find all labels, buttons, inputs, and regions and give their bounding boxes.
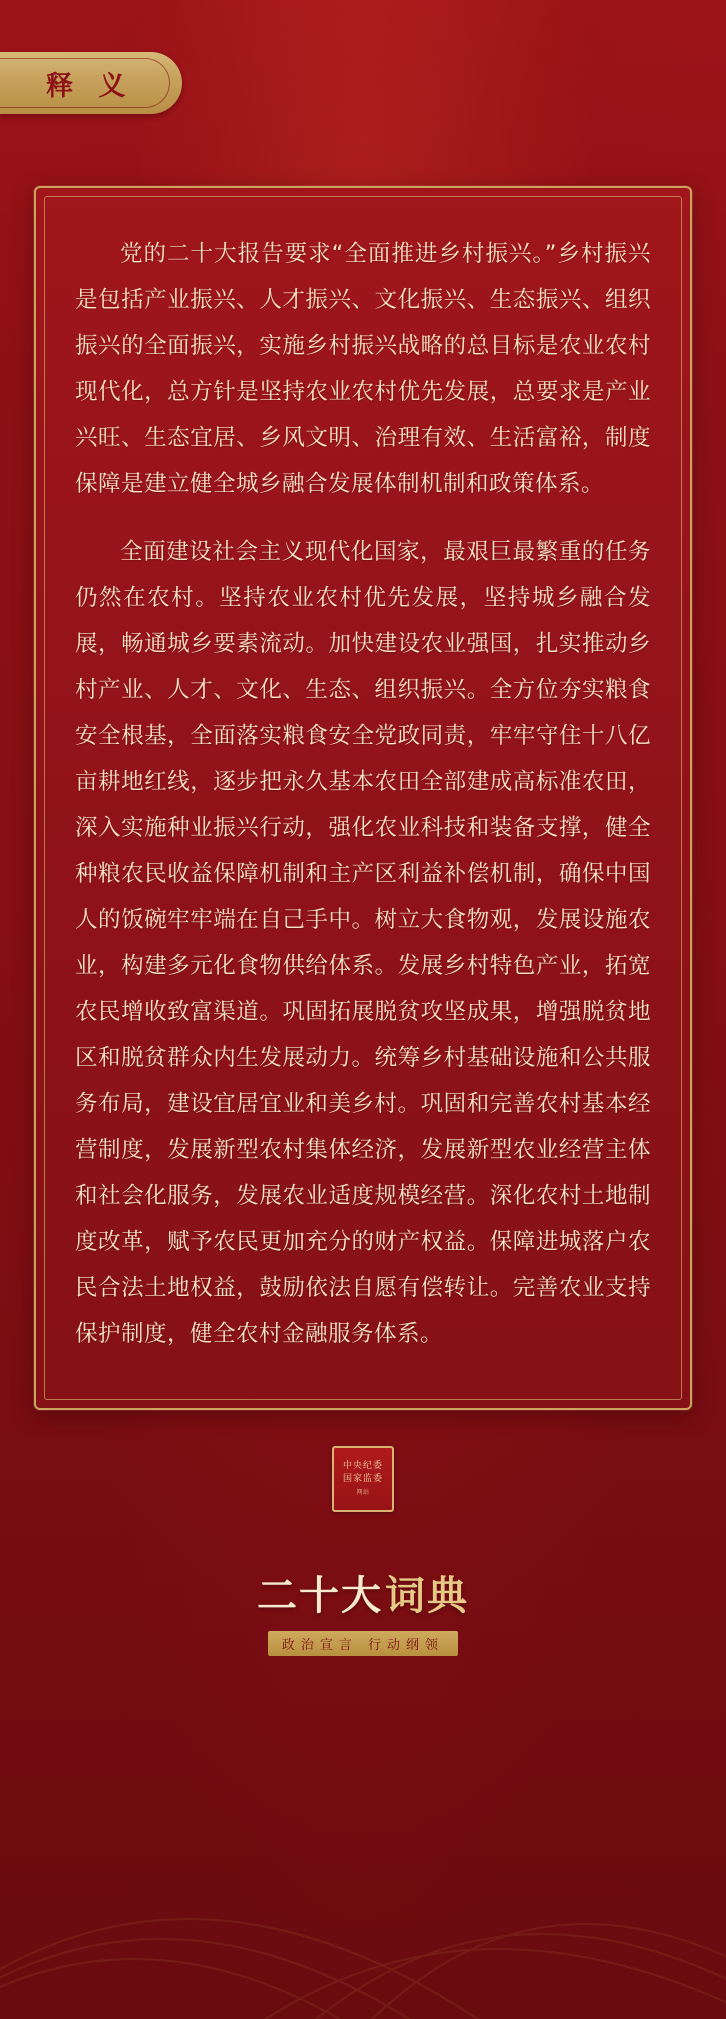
footer-title-part2: 词典 xyxy=(385,1572,469,1619)
official-seal xyxy=(332,1446,394,1512)
footer-title xyxy=(257,1564,469,1621)
badge-shape xyxy=(0,52,182,114)
footer-title-part1: 二十大 xyxy=(257,1572,383,1619)
seal-line-2: 国家监委 xyxy=(342,1473,383,1484)
section-badge xyxy=(0,52,182,114)
footer xyxy=(0,1564,726,1690)
content-card xyxy=(34,186,692,1410)
seal-container xyxy=(0,1446,726,1512)
badge-label: 释 义 xyxy=(46,70,134,102)
footer-subtitle: 政治宣言 行动纲领 xyxy=(268,1631,458,1656)
paragraph-1: 党的二十大报告要求“全面推进乡村振兴。”乡村振兴是包括产业振兴、人才振兴、文化振兴、生态振兴、组织振兴的全面振兴，实施乡村振兴战略的总目标是农业农村现代化，总方针是坚持农业农村优先发展，总要求是产业兴旺、生态宜居、乡风文明、治理有效、生活富裕，制度保障是建立健全城乡融合发展体制机制和政策体系。 xyxy=(75,241,651,497)
seal-line-3: 网站 xyxy=(356,1488,370,1496)
header xyxy=(0,0,726,148)
content-card-inner xyxy=(44,196,682,1400)
background-arcs-decoration xyxy=(0,1659,726,2019)
seal-line-1: 中央纪委 xyxy=(342,1460,383,1471)
paragraph-2: 全面建设社会主义现代化国家，最艰巨最繁重的任务仍然在农村。坚持农业农村优先发展，坚持城乡融合发展，畅通城乡要素流动。加快建设农业强国，扎实推动乡村产业、人才、文化、生态、组织振兴。全方位夯实粮食安全根基，全面落实粮食安全党政同责，牢牢守住十八亿亩耕地红线，逐步把永久基本农田全部建成高标准农田，深入实施种业振兴行动，强化农业科技和装备支撑，健全种粮农民收益保障机制和主产区利益补偿机制，确保中国人的饭碗牢牢端在自己手中。树立大食物观，发展设施农业，构建多元化食物供给体系。发展乡村特色产业，拓宽农民增收致富渠道。巩固拓展脱贫攻坚成果，增强脱贫地区和脱贫群众内生发展动力。统筹乡村基础设施和公共服务布局，建设宜居宜业和美乡村。巩固和完善农村基本经营制度，发展新型农村集体经济，发展新型农业经营主体和社会化服务，发展农业适度规模经营。深化农村土地制度改革，赋予农民更加充分的财产权益。保障进城落户农民合法土地权益，鼓励依法自愿有偿转让。完善农业支持保护制度，健全农村金融服务体系。 xyxy=(75,539,651,1347)
